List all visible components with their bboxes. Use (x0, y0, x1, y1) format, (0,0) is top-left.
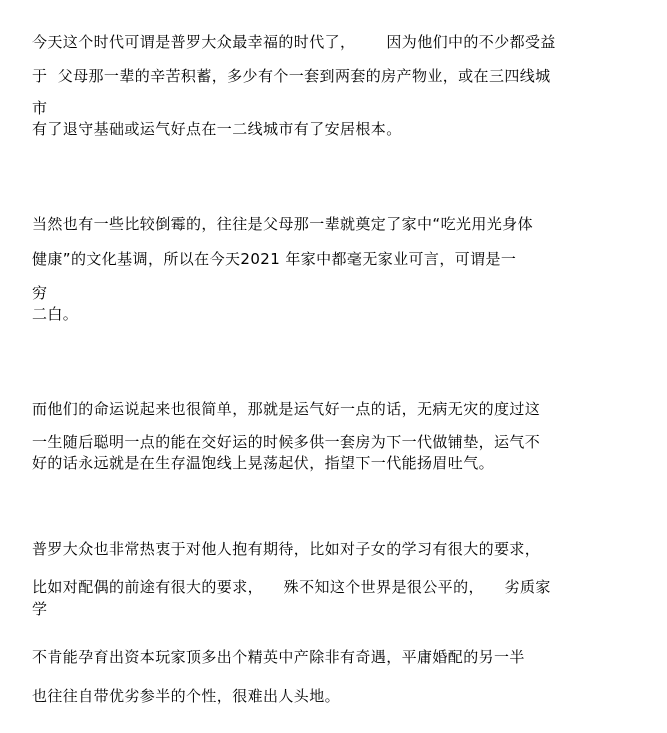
text-line: 于 父母那一辈的辛苦积蓄，多少有个一套到两套的房产物业，或在三四线城 (32, 67, 551, 85)
text-line: 比如对配偶的前途有很大的要求， 殊不知这个世界是很公平的， 劣质家 (32, 578, 551, 596)
text-line: 穷 (32, 284, 48, 302)
text-line: 市 (32, 99, 48, 117)
text-line: 也往往自带优劣参半的个性，很难出人头地。 (32, 687, 341, 705)
text-line: 健康”的文化基调，所以在今天2021 年家中都毫无家业可言，可谓是一 (32, 250, 517, 268)
text-line: 当然也有一些比较倒霉的，往往是父母那一辈就奠定了家中“吃光用光身体 (32, 215, 533, 233)
text-line: 二白。 (32, 305, 79, 323)
text-line: 有了退守基础或运气好点在一二线城市有了安居根本。 (32, 120, 402, 138)
text-line: 普罗大众也非常热衷于对他人抱有期待，比如对子女的学习有很大的要求， (32, 540, 541, 558)
text-line: 一生随后聪明一点的能在交好运的时候多供一套房为下一代做铺垫，运气不 (32, 433, 541, 451)
text-line: 今天这个时代可谓是普罗大众最幸福的时代了， 因为他们中的不少都受益 (32, 33, 556, 51)
text-line: 学 (32, 600, 48, 618)
text-line: 不肯能孕育出资本玩家顶多出个精英中产除非有奇遇，平庸婚配的另一半 (32, 648, 525, 666)
text-line: 好的话永远就是在生存温饱线上晃荡起伏，指望下一代能扬眉吐气。 (32, 454, 495, 472)
text-line: 而他们的命运说起来也很简单，那就是运气好一点的话，无病无灾的度过这 (32, 400, 541, 418)
